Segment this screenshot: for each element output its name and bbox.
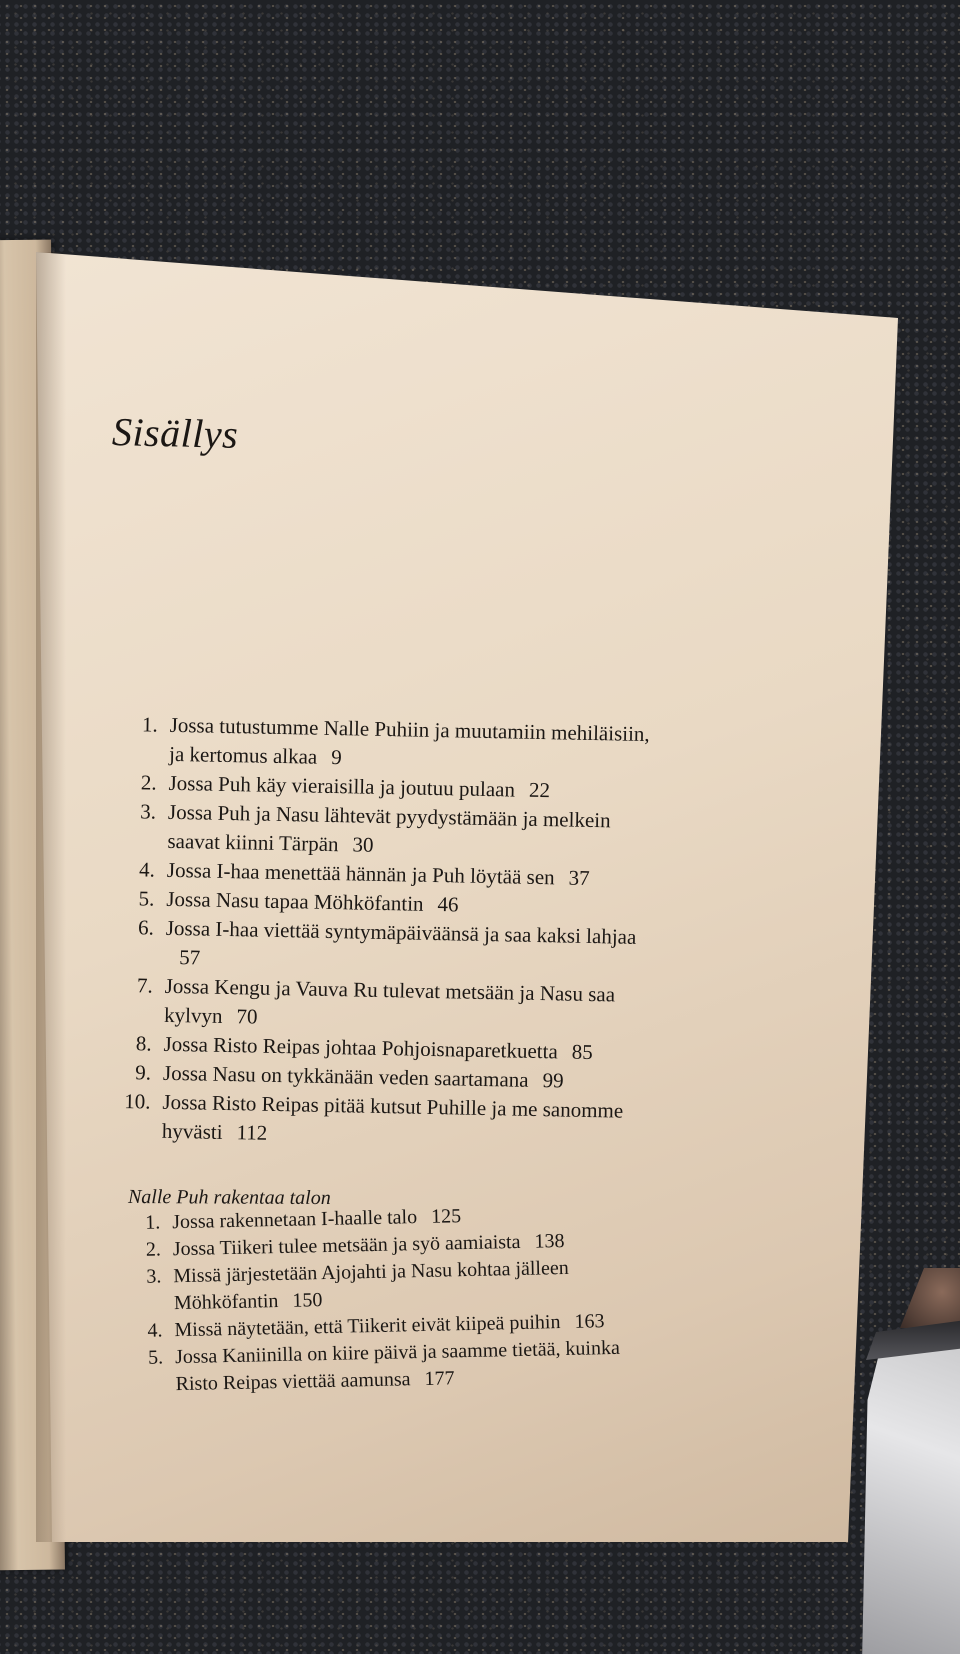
toc-entry-number: 8. (135, 1031, 152, 1056)
toc-entry-number: 5. (147, 1346, 164, 1369)
section-title: Nalle Puh rakentaa talon (127, 1186, 331, 1210)
toc-entry-page: 70 (236, 1004, 258, 1029)
toc-entry-page: 37 (568, 865, 590, 890)
toc-entry-title: Jossa Risto Reipas johtaa Pohjoisnaparetkuetta (163, 1031, 559, 1064)
toc-entry-number: 4. (138, 857, 156, 882)
toc-entry-title: Missä järjestetään Ajojahti ja Nasu kohtaa jälleen Möhköfantin (173, 1256, 569, 1315)
toc-entry-1 (123, 710, 664, 778)
toc-entry-title: Jossa rakennetaan I-haalle talo (172, 1206, 418, 1234)
toc-entry-number: 2. (145, 1238, 162, 1261)
toc-entry-title: Jossa Risto Reipas pitää kutsut Puhille ja me sanomme hyvästi (161, 1089, 624, 1144)
toc-entry-title: Jossa I-haa menettää hännän ja Puh löytää sen (166, 857, 555, 890)
toc-entry-number: 5. (138, 886, 155, 911)
toc-entry-title: Jossa Kaniinilla on kiire päivä ja saamme tietää, kuinka Risto Reipas viettää aamunsa (174, 1336, 621, 1396)
toc-entry-page: 57 (179, 945, 201, 970)
toc-entry-page: 150 (292, 1289, 323, 1312)
toc-entry-page: 9 (331, 744, 342, 770)
toc-entry-3 (121, 797, 662, 865)
section-entry-5 (137, 1334, 658, 1399)
page-title: Sisällys (111, 409, 239, 457)
toc-entry-7 (118, 971, 659, 1039)
toc-entry-title: Jossa Kengu ja Vauva Ru tulevat metsään ja Nasu saa kylvyn (163, 973, 616, 1028)
toc-entry-page: 112 (236, 1120, 268, 1145)
toc-entry-title: Jossa Nasu tapaa Möhköfantin (166, 886, 424, 916)
toc-entry-number: 1. (145, 1211, 161, 1234)
toc-entry-page: 125 (430, 1205, 462, 1228)
toc-entry-title: Missä näytetään, että Tiikerit eivät kiipeä puihin (174, 1311, 561, 1342)
toc-entry-title: Jossa tutustumme Nalle Puhiin ja muutamiin mehiläisiin, ja kertomus alkaa (168, 712, 650, 769)
toc-entry-title: Jossa Puh käy vieraisilla ja joutuu pulaan (168, 770, 516, 802)
toc-entry-number: 10. (124, 1089, 151, 1114)
toc-entry-number: 4. (147, 1319, 163, 1342)
toc-entry-6 (119, 913, 660, 981)
toc-entry-title: Jossa Tiikeri tulee metsään ja syö aamiaista (172, 1230, 521, 1261)
toc-entry-page: 138 (534, 1229, 565, 1253)
toc-entry-number: 3. (146, 1265, 162, 1288)
toc-entry-number: 6. (137, 915, 155, 940)
section-table-of-contents (134, 1199, 658, 1399)
toc-entry-page: 30 (352, 832, 374, 857)
toc-entry-page: 177 (424, 1367, 455, 1390)
toc-entry-number: 2. (140, 770, 157, 795)
toc-entry-title: Jossa Puh ja Nasu lähtevät pyydystämään ja melkein saavat kiinni Tärpän (167, 799, 611, 857)
toc-entry-number: 1. (141, 712, 158, 737)
toc-entry-page: 99 (542, 1068, 564, 1093)
toc-entry-page: 163 (574, 1310, 605, 1333)
toc-entry-number: 3. (140, 799, 157, 824)
toc-entry-page: 46 (437, 892, 459, 917)
table-of-contents (116, 710, 664, 1155)
toc-entry-page: 85 (571, 1039, 594, 1065)
toc-entry-number: 7. (136, 973, 153, 998)
toc-entry-page: 22 (528, 777, 551, 803)
toc-entry-10 (116, 1087, 657, 1155)
toc-entry-title: Jossa Nasu on tykkänään veden saartamana (162, 1060, 529, 1092)
toc-entry-number: 9. (135, 1060, 152, 1085)
toc-entry-title: Jossa I-haa viettää syntymäpäiväänsä ja saa kaksi lahjaa (165, 915, 637, 949)
